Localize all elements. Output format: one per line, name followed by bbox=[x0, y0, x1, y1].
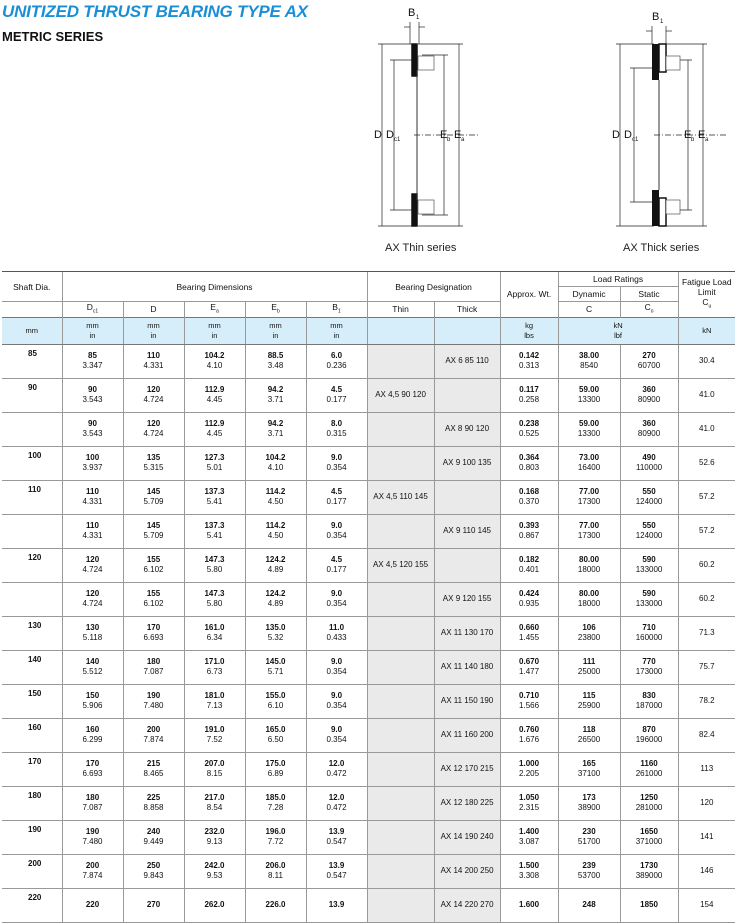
dc1-cell: 140 5.512 bbox=[62, 650, 123, 684]
thick-caption: AX Thick series bbox=[623, 242, 700, 254]
b1-cell: 13.9 bbox=[306, 888, 367, 922]
eb-cell: 114.2 4.50 bbox=[245, 480, 306, 514]
fatigue-cell: 141 bbox=[678, 820, 735, 854]
weight-cell: 0.670 1.477 bbox=[500, 650, 558, 684]
weight-cell: 0.760 1.676 bbox=[500, 718, 558, 752]
fatigue-cell: 60.2 bbox=[678, 582, 735, 616]
thin-header: Thin bbox=[367, 302, 434, 318]
thick-designation-cell: AX 9 100 135 bbox=[434, 446, 500, 480]
table-row bbox=[2, 650, 735, 684]
static-cell: 1850 bbox=[620, 888, 678, 922]
static-cell: 360 80900 bbox=[620, 412, 678, 446]
units-dc1: mm in bbox=[62, 317, 123, 344]
shaft-subheader bbox=[2, 302, 62, 318]
eb-header: $E_b$ bbox=[245, 302, 306, 318]
fatigue-cell: 82.4 bbox=[678, 718, 735, 752]
eb-cell: 226.0 bbox=[245, 888, 306, 922]
weight-cell: 0.168 0.370 bbox=[500, 480, 558, 514]
fatigue-cell: 60.2 bbox=[678, 548, 735, 582]
table-row bbox=[2, 820, 735, 854]
fatigue-cell: 41.0 bbox=[678, 378, 735, 412]
thick-designation-cell bbox=[434, 480, 500, 514]
thin-designation-cell bbox=[367, 344, 434, 378]
dynamic-cell: 77.00 17300 bbox=[558, 514, 620, 548]
d-cell: 120 4.724 bbox=[123, 378, 184, 412]
table-body bbox=[2, 344, 735, 922]
dynamic-cell: 73.00 16400 bbox=[558, 446, 620, 480]
static-cell: 360 80900 bbox=[620, 378, 678, 412]
dc1-cell: 90 3.543 bbox=[62, 412, 123, 446]
thin-designation-cell: AX 4,5 90 120 bbox=[367, 378, 434, 412]
d-cell: 180 7.087 bbox=[123, 650, 184, 684]
approx-wt-header: Approx. Wt. bbox=[500, 272, 558, 318]
weight-cell: 0.710 1.566 bbox=[500, 684, 558, 718]
static-cell: 590 133000 bbox=[620, 548, 678, 582]
d-cell: 240 9.449 bbox=[123, 820, 184, 854]
table-row bbox=[2, 480, 735, 514]
dc1-cell: 120 4.724 bbox=[62, 548, 123, 582]
svg-text:b: b bbox=[691, 137, 695, 143]
b1-cell: 4.5 0.177 bbox=[306, 378, 367, 412]
fatigue-cell: 57.2 bbox=[678, 514, 735, 548]
eb-cell: 114.2 4.50 bbox=[245, 514, 306, 548]
ea-cell: 161.0 6.34 bbox=[184, 616, 245, 650]
shaft-cell: 170 bbox=[2, 752, 62, 786]
thick-d-label: D bbox=[612, 129, 620, 141]
dc1-cell: 160 6.299 bbox=[62, 718, 123, 752]
weight-cell: 1.400 3.087 bbox=[500, 820, 558, 854]
ea-cell: 191.0 7.52 bbox=[184, 718, 245, 752]
eb-cell: 124.2 4.89 bbox=[245, 582, 306, 616]
units-shaft: mm bbox=[2, 317, 62, 344]
units-row bbox=[2, 317, 735, 344]
thin-designation-cell bbox=[367, 684, 434, 718]
dynamic-cell: 173 38900 bbox=[558, 786, 620, 820]
weight-cell: 0.182 0.401 bbox=[500, 548, 558, 582]
ea-cell: 137.3 5.41 bbox=[184, 514, 245, 548]
dynamic-cell: 59.00 13300 bbox=[558, 412, 620, 446]
thin-ea-label: E bbox=[454, 129, 462, 141]
thin-designation-cell bbox=[367, 412, 434, 446]
ea-cell: 147.3 5.80 bbox=[184, 582, 245, 616]
units-thick bbox=[434, 317, 500, 344]
fatigue-cell: 146 bbox=[678, 854, 735, 888]
thick-ea-label: E bbox=[698, 129, 706, 141]
dynamic-cell: 80.00 18000 bbox=[558, 582, 620, 616]
fatigue-cell: 57.2 bbox=[678, 480, 735, 514]
static-cell: 1650 371000 bbox=[620, 820, 678, 854]
eb-cell: 165.0 6.50 bbox=[245, 718, 306, 752]
weight-cell: 0.364 0.803 bbox=[500, 446, 558, 480]
thin-designation-cell: AX 4,5 110 145 bbox=[367, 480, 434, 514]
ea-cell: 104.2 4.10 bbox=[184, 344, 245, 378]
thick-designation-cell: AX 11 150 190 bbox=[434, 684, 500, 718]
table-row bbox=[2, 344, 735, 378]
units-ea: mm in bbox=[184, 317, 245, 344]
fatigue-cell: 78.2 bbox=[678, 684, 735, 718]
dc1-cell: 180 7.087 bbox=[62, 786, 123, 820]
thin-caption: AX Thin series bbox=[385, 242, 457, 254]
b1-cell: 4.5 0.177 bbox=[306, 548, 367, 582]
ax-thick-diagram bbox=[596, 0, 737, 245]
ea-cell: 147.3 5.80 bbox=[184, 548, 245, 582]
thin-designation-cell bbox=[367, 616, 434, 650]
svg-text:a: a bbox=[705, 137, 709, 143]
spec-table bbox=[2, 271, 735, 923]
thin-designation-cell bbox=[367, 752, 434, 786]
dc1-cell: 170 6.693 bbox=[62, 752, 123, 786]
thick-b1-label: B bbox=[652, 11, 660, 23]
thick-designation-cell: AX 6 85 110 bbox=[434, 344, 500, 378]
b1-cell: 6.0 0.236 bbox=[306, 344, 367, 378]
weight-cell: 0.393 0.867 bbox=[500, 514, 558, 548]
thin-designation-cell bbox=[367, 446, 434, 480]
units-fatigue: kN bbox=[678, 317, 735, 344]
table-row bbox=[2, 718, 735, 752]
dynamic-cell: 80.00 18000 bbox=[558, 548, 620, 582]
b1-cell: 13.9 0.547 bbox=[306, 854, 367, 888]
shaft-cell: 85 bbox=[2, 344, 62, 378]
table-row bbox=[2, 412, 735, 446]
ea-cell: 232.0 9.13 bbox=[184, 820, 245, 854]
units-thin bbox=[367, 317, 434, 344]
table-row bbox=[2, 684, 735, 718]
c0-header: $C_o$ bbox=[620, 302, 678, 318]
dc1-header: $D_{c1}$ bbox=[62, 302, 123, 318]
svg-text:c1: c1 bbox=[394, 137, 401, 143]
fatigue-header: Fatigue Load Limit $C_u$ bbox=[678, 272, 735, 318]
weight-cell: 1.050 2.315 bbox=[500, 786, 558, 820]
thin-designation-cell bbox=[367, 854, 434, 888]
ax-thin-diagram bbox=[360, 0, 520, 245]
dc1-cell: 130 5.118 bbox=[62, 616, 123, 650]
dc1-cell: 90 3.543 bbox=[62, 378, 123, 412]
eb-cell: 104.2 4.10 bbox=[245, 446, 306, 480]
eb-cell: 196.0 7.72 bbox=[245, 820, 306, 854]
bearing-dimensions-header: Bearing Dimensions bbox=[62, 272, 367, 302]
static-cell: 770 173000 bbox=[620, 650, 678, 684]
svg-text:b: b bbox=[447, 137, 451, 143]
shaft-cell: 140 bbox=[2, 650, 62, 684]
d-cell: 145 5.709 bbox=[123, 514, 184, 548]
eb-cell: 135.0 5.32 bbox=[245, 616, 306, 650]
b1-cell: 4.5 0.177 bbox=[306, 480, 367, 514]
load-ratings-header: Load Ratings bbox=[558, 272, 678, 287]
svg-text:1: 1 bbox=[660, 19, 664, 25]
d-cell: 250 9.843 bbox=[123, 854, 184, 888]
static-cell: 590 133000 bbox=[620, 582, 678, 616]
shaft-cell bbox=[2, 582, 62, 616]
ea-cell: 112.9 4.45 bbox=[184, 412, 245, 446]
static-cell: 870 196000 bbox=[620, 718, 678, 752]
static-cell: 1730 389000 bbox=[620, 854, 678, 888]
d-cell: 120 4.724 bbox=[123, 412, 184, 446]
ea-cell: 217.0 8.54 bbox=[184, 786, 245, 820]
d-cell: 190 7.480 bbox=[123, 684, 184, 718]
eb-cell: 185.0 7.28 bbox=[245, 786, 306, 820]
bearing-designation-header: Bearing Designation bbox=[367, 272, 500, 302]
table-row bbox=[2, 514, 735, 548]
weight-cell: 0.660 1.455 bbox=[500, 616, 558, 650]
thin-designation-cell bbox=[367, 650, 434, 684]
eb-cell: 94.2 3.71 bbox=[245, 412, 306, 446]
ea-cell: 171.0 6.73 bbox=[184, 650, 245, 684]
b1-cell: 9.0 0.354 bbox=[306, 684, 367, 718]
dynamic-cell: 111 25000 bbox=[558, 650, 620, 684]
dc1-cell: 220 bbox=[62, 888, 123, 922]
b1-cell: 13.9 0.547 bbox=[306, 820, 367, 854]
shaft-header: Shaft Dia. bbox=[2, 272, 62, 302]
header-row-3 bbox=[2, 302, 735, 318]
d-cell: 200 7.874 bbox=[123, 718, 184, 752]
weight-cell: 0.238 0.525 bbox=[500, 412, 558, 446]
shaft-cell: 90 bbox=[2, 378, 62, 412]
fatigue-cell: 75.7 bbox=[678, 650, 735, 684]
static-cell: 550 124000 bbox=[620, 480, 678, 514]
dc1-cell: 200 7.874 bbox=[62, 854, 123, 888]
dynamic-cell: 118 26500 bbox=[558, 718, 620, 752]
dynamic-cell: 38.00 8540 bbox=[558, 344, 620, 378]
d-cell: 225 8.858 bbox=[123, 786, 184, 820]
units-wt: kg lbs bbox=[500, 317, 558, 344]
weight-cell: 0.142 0.313 bbox=[500, 344, 558, 378]
shaft-cell bbox=[2, 514, 62, 548]
thin-designation-cell: AX 4,5 120 155 bbox=[367, 548, 434, 582]
ea-cell: 112.9 4.45 bbox=[184, 378, 245, 412]
thick-eb-label: E bbox=[684, 129, 692, 141]
static-cell: 710 160000 bbox=[620, 616, 678, 650]
c-header: C bbox=[558, 302, 620, 318]
header-row-1 bbox=[2, 272, 735, 287]
weight-cell: 0.424 0.935 bbox=[500, 582, 558, 616]
table-row bbox=[2, 378, 735, 412]
d-cell: 110 4.331 bbox=[123, 344, 184, 378]
b1-cell: 12.0 0.472 bbox=[306, 786, 367, 820]
table-row bbox=[2, 854, 735, 888]
units-load: kN lbf bbox=[558, 317, 678, 344]
thick-designation-cell: AX 12 170 215 bbox=[434, 752, 500, 786]
b1-cell: 9.0 0.354 bbox=[306, 718, 367, 752]
thick-designation-cell: AX 12 180 225 bbox=[434, 786, 500, 820]
dynamic-cell: 165 37100 bbox=[558, 752, 620, 786]
dc1-cell: 100 3.937 bbox=[62, 446, 123, 480]
weight-cell: 1.000 2.205 bbox=[500, 752, 558, 786]
ea-cell: 262.0 bbox=[184, 888, 245, 922]
dynamic-cell: 106 23800 bbox=[558, 616, 620, 650]
svg-text:a: a bbox=[461, 137, 465, 143]
fatigue-cell: 120 bbox=[678, 786, 735, 820]
dynamic-cell: 77.00 17300 bbox=[558, 480, 620, 514]
static-cell: 550 124000 bbox=[620, 514, 678, 548]
svg-text:1: 1 bbox=[416, 15, 420, 21]
eb-cell: 145.0 5.71 bbox=[245, 650, 306, 684]
table-row bbox=[2, 786, 735, 820]
table-row bbox=[2, 446, 735, 480]
shaft-cell: 120 bbox=[2, 548, 62, 582]
ea-cell: 242.0 9.53 bbox=[184, 854, 245, 888]
thick-designation-cell: AX 14 220 270 bbox=[434, 888, 500, 922]
shaft-cell: 110 bbox=[2, 480, 62, 514]
thick-designation-cell: AX 11 140 180 bbox=[434, 650, 500, 684]
b1-cell: 9.0 0.354 bbox=[306, 514, 367, 548]
thick-designation-cell: AX 14 200 250 bbox=[434, 854, 500, 888]
table-row bbox=[2, 548, 735, 582]
static-cell: 1160 261000 bbox=[620, 752, 678, 786]
fatigue-cell: 154 bbox=[678, 888, 735, 922]
thin-designation-cell bbox=[367, 786, 434, 820]
d-cell: 155 6.102 bbox=[123, 582, 184, 616]
fatigue-cell: 113 bbox=[678, 752, 735, 786]
units-b1: mm in bbox=[306, 317, 367, 344]
eb-cell: 94.2 3.71 bbox=[245, 378, 306, 412]
shaft-cell: 200 bbox=[2, 854, 62, 888]
thick-header: Thick bbox=[434, 302, 500, 318]
b1-header: $B_1$ bbox=[306, 302, 367, 318]
thin-dc1-label: D bbox=[386, 129, 394, 141]
static-header: Static bbox=[620, 287, 678, 302]
thick-designation-cell: AX 9 120 155 bbox=[434, 582, 500, 616]
static-cell: 830 187000 bbox=[620, 684, 678, 718]
dc1-cell: 85 3.347 bbox=[62, 344, 123, 378]
units-d: mm in bbox=[123, 317, 184, 344]
dynamic-header: Dynamic bbox=[558, 287, 620, 302]
thick-designation-cell: AX 11 130 170 bbox=[434, 616, 500, 650]
thin-eb-label: E bbox=[440, 129, 448, 141]
thick-designation-cell: AX 9 110 145 bbox=[434, 514, 500, 548]
weight-cell: 1.600 bbox=[500, 888, 558, 922]
dc1-cell: 110 4.331 bbox=[62, 480, 123, 514]
dynamic-cell: 230 51700 bbox=[558, 820, 620, 854]
fatigue-cell: 71.3 bbox=[678, 616, 735, 650]
dc1-cell: 150 5.906 bbox=[62, 684, 123, 718]
weight-cell: 0.117 0.258 bbox=[500, 378, 558, 412]
units-eb: mm in bbox=[245, 317, 306, 344]
dc1-cell: 110 4.331 bbox=[62, 514, 123, 548]
shaft-cell: 100 bbox=[2, 446, 62, 480]
ea-cell: 137.3 5.41 bbox=[184, 480, 245, 514]
thin-d-label: D bbox=[374, 129, 382, 141]
dynamic-cell: 239 53700 bbox=[558, 854, 620, 888]
page-subtitle: METRIC SERIES bbox=[2, 29, 104, 44]
b1-cell: 8.0 0.315 bbox=[306, 412, 367, 446]
thick-dc1-label: D bbox=[624, 129, 632, 141]
static-cell: 270 60700 bbox=[620, 344, 678, 378]
d-cell: 170 6.693 bbox=[123, 616, 184, 650]
eb-cell: 88.5 3.48 bbox=[245, 344, 306, 378]
dc1-cell: 120 4.724 bbox=[62, 582, 123, 616]
fatigue-cell: 30.4 bbox=[678, 344, 735, 378]
fatigue-cell: 41.0 bbox=[678, 412, 735, 446]
shaft-cell: 130 bbox=[2, 616, 62, 650]
table-row bbox=[2, 888, 735, 922]
thick-designation-cell: AX 14 190 240 bbox=[434, 820, 500, 854]
thick-designation-cell: AX 8 90 120 bbox=[434, 412, 500, 446]
eb-cell: 206.0 8.11 bbox=[245, 854, 306, 888]
d-cell: 270 bbox=[123, 888, 184, 922]
fatigue-cell: 52.6 bbox=[678, 446, 735, 480]
eb-cell: 124.2 4.89 bbox=[245, 548, 306, 582]
b1-cell: 9.0 0.354 bbox=[306, 446, 367, 480]
b1-cell: 12.0 0.472 bbox=[306, 752, 367, 786]
d-cell: 135 5.315 bbox=[123, 446, 184, 480]
b1-cell: 11.0 0.433 bbox=[306, 616, 367, 650]
thin-designation-cell bbox=[367, 718, 434, 752]
thick-designation-cell bbox=[434, 378, 500, 412]
dynamic-cell: 248 bbox=[558, 888, 620, 922]
shaft-cell: 190 bbox=[2, 820, 62, 854]
ea-header: $E_a$ bbox=[184, 302, 245, 318]
shaft-cell: 160 bbox=[2, 718, 62, 752]
svg-text:c1: c1 bbox=[632, 137, 639, 143]
static-cell: 490 110000 bbox=[620, 446, 678, 480]
thick-designation-cell: AX 11 160 200 bbox=[434, 718, 500, 752]
weight-cell: 1.500 3.308 bbox=[500, 854, 558, 888]
thin-designation-cell bbox=[367, 888, 434, 922]
shaft-cell: 150 bbox=[2, 684, 62, 718]
shaft-cell: 220 bbox=[2, 888, 62, 922]
b1-cell: 9.0 0.354 bbox=[306, 650, 367, 684]
thin-designation-cell bbox=[367, 514, 434, 548]
dc1-cell: 190 7.480 bbox=[62, 820, 123, 854]
eb-cell: 155.0 6.10 bbox=[245, 684, 306, 718]
static-cell: 1250 281000 bbox=[620, 786, 678, 820]
page-title: UNITIZED THRUST BEARING TYPE AX bbox=[2, 2, 308, 21]
ea-cell: 127.3 5.01 bbox=[184, 446, 245, 480]
dynamic-cell: 59.00 13300 bbox=[558, 378, 620, 412]
d-cell: 155 6.102 bbox=[123, 548, 184, 582]
ea-cell: 207.0 8.15 bbox=[184, 752, 245, 786]
table-row bbox=[2, 752, 735, 786]
thin-designation-cell bbox=[367, 582, 434, 616]
thin-designation-cell bbox=[367, 820, 434, 854]
d-cell: 215 8.465 bbox=[123, 752, 184, 786]
table-row bbox=[2, 582, 735, 616]
table-row bbox=[2, 616, 735, 650]
ea-cell: 181.0 7.13 bbox=[184, 684, 245, 718]
d-header: D bbox=[123, 302, 184, 318]
thick-designation-cell bbox=[434, 548, 500, 582]
b1-cell: 9.0 0.354 bbox=[306, 582, 367, 616]
eb-cell: 175.0 6.89 bbox=[245, 752, 306, 786]
shaft-cell bbox=[2, 412, 62, 446]
shaft-cell: 180 bbox=[2, 786, 62, 820]
thin-b1-label: B bbox=[408, 7, 416, 19]
d-cell: 145 5.709 bbox=[123, 480, 184, 514]
dynamic-cell: 115 25900 bbox=[558, 684, 620, 718]
